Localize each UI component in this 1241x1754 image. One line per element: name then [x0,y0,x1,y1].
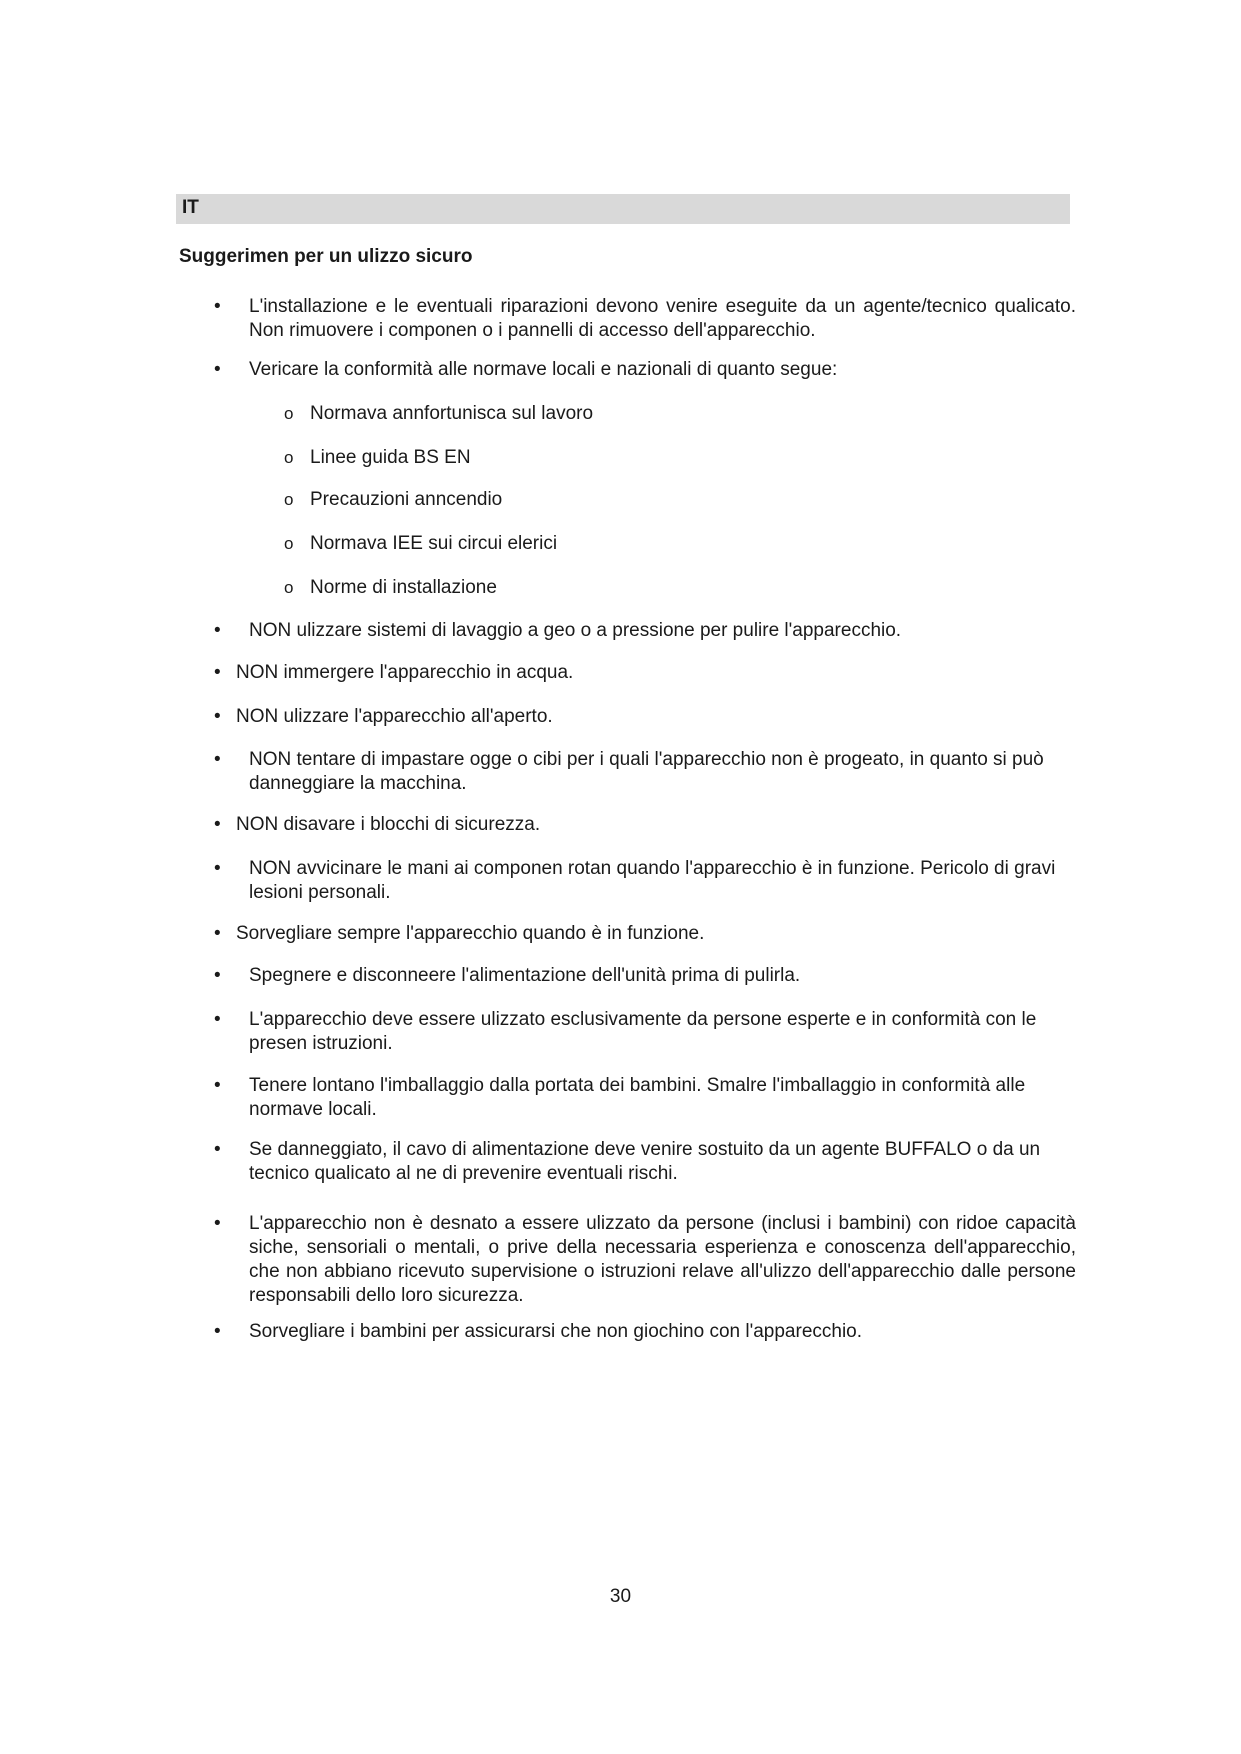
bullet-icon: • [214,296,221,317]
sub-list-item [284,488,1064,512]
language-code: IT [182,197,199,218]
sub-bullet-icon: o [284,448,294,467]
sub-bullet-icon: o [284,534,294,553]
list-item [214,1320,1076,1344]
list-item-text: NON disavare i blocchi di sicurezza. [236,814,541,835]
list-item-text: NON avvicinare le mani ai componen rotan quando l'apparecchio è in funzione. Pericolo di gravi lesioni personali. [249,858,1056,903]
bullet-icon: • [214,1213,221,1234]
list-item-text: Sorvegliare i bambini per assicurarsi che non giochino con l'apparecchio. [249,1321,863,1342]
sub-list-item-text: Normava IEE sui circui elerici [310,533,558,554]
list-item-text: Spegnere e disconneere l'alimentazione dell'unità prima di pulirla. [249,965,801,986]
bullet-icon: • [214,359,221,380]
list-item-text: L'apparecchio deve essere ulizzato esclusivamente da persone esperte e in conformità con le presen istruzioni. [249,1009,1037,1054]
bullet-icon: • [214,965,221,986]
bullet-icon: • [214,858,221,879]
bullet-icon: • [214,1075,221,1096]
page-number: 30 [609,1586,632,1607]
sub-list-item-text: Precauzioni anncendio [310,489,503,510]
sub-list-item [284,532,1064,556]
bullet-icon: • [214,1321,221,1342]
bullet-icon: • [214,814,221,835]
list-item-text: NON ulizzare l'apparecchio all'aperto. [236,706,553,727]
list-item [214,661,1076,685]
bullet-icon: • [214,749,221,770]
sub-list-item-text: Linee guida BS EN [310,447,471,468]
list-item [214,857,1076,905]
list-item [214,813,1076,837]
list-item-text: Tenere lontano l'imballaggio dalla portata dei bambini. Smalre l'imballaggio in conformità alle normave locali. [249,1075,1026,1120]
list-item-text: Se danneggiato, il cavo di alimentazione deve venire sostuito da un agente BUFFALO o da un tecnico qualicato al ne di prevenire eventuali rischi. [249,1139,1041,1184]
list-item [214,358,1076,382]
sub-bullet-icon: o [284,490,294,509]
sub-list-item [284,576,1064,600]
list-item-text: Sorvegliare sempre l'apparecchio quando è in funzione. [236,923,705,944]
list-item [214,1138,1076,1186]
language-header-bar [176,194,1070,224]
list-item-text: L'apparecchio non è desnato a essere ulizzato da persone (inclusi i bambini) con ridoe capacità siche, sensoriali o mentali, o prive della necessaria esperienza e conoscenza dell'apparecchio, che non abbiano ricevuto supervisione o istruzioni relave all'ulizzo dell'apparecchio dalle persone responsabili dello loro sicurezza. [249,1213,1076,1306]
list-item-text: Vericare la conformità alle normave locali e nazionali di quanto segue: [249,359,838,380]
list-item [214,619,1076,643]
list-item-text: NON tentare di impastare ogge o cibi per i quali l'apparecchio non è progeato, in quanto si può danneggiare la macchina. [249,749,1044,794]
list-item [214,748,1076,796]
bullet-icon: • [214,662,221,683]
bullet-icon: • [214,620,221,641]
sub-bullet-icon: o [284,578,294,597]
list-item [214,1074,1076,1122]
list-item [214,964,1076,988]
sub-list-item [284,402,1064,426]
list-item-text: NON ulizzare sistemi di lavaggio a geo o a pressione per pulire l'apparecchio. [249,620,902,641]
list-item-text: L'installazione e le eventuali riparazioni devono venire eseguite da un agente/tecnico qualicato. Non rimuovere i componen o i pannelli di accesso dell'apparecchio. [249,296,1076,341]
sub-list-item-text: Normava annfortunisca sul lavoro [310,403,594,424]
list-item [214,295,1076,343]
sub-list-item [284,446,1064,470]
bullet-icon: • [214,923,221,944]
list-item [214,1212,1076,1308]
sub-list-item-text: Norme di installazione [310,577,497,598]
sub-bullet-icon: o [284,404,294,423]
bullet-icon: • [214,1009,221,1030]
section-title: Suggerimen per un ulizzo sicuro [179,246,473,267]
bullet-icon: • [214,706,221,727]
list-item [214,1008,1076,1056]
list-item [214,922,1076,946]
list-item [214,705,1076,729]
bullet-icon: • [214,1139,221,1160]
list-item-text: NON immergere l'apparecchio in acqua. [236,662,574,683]
